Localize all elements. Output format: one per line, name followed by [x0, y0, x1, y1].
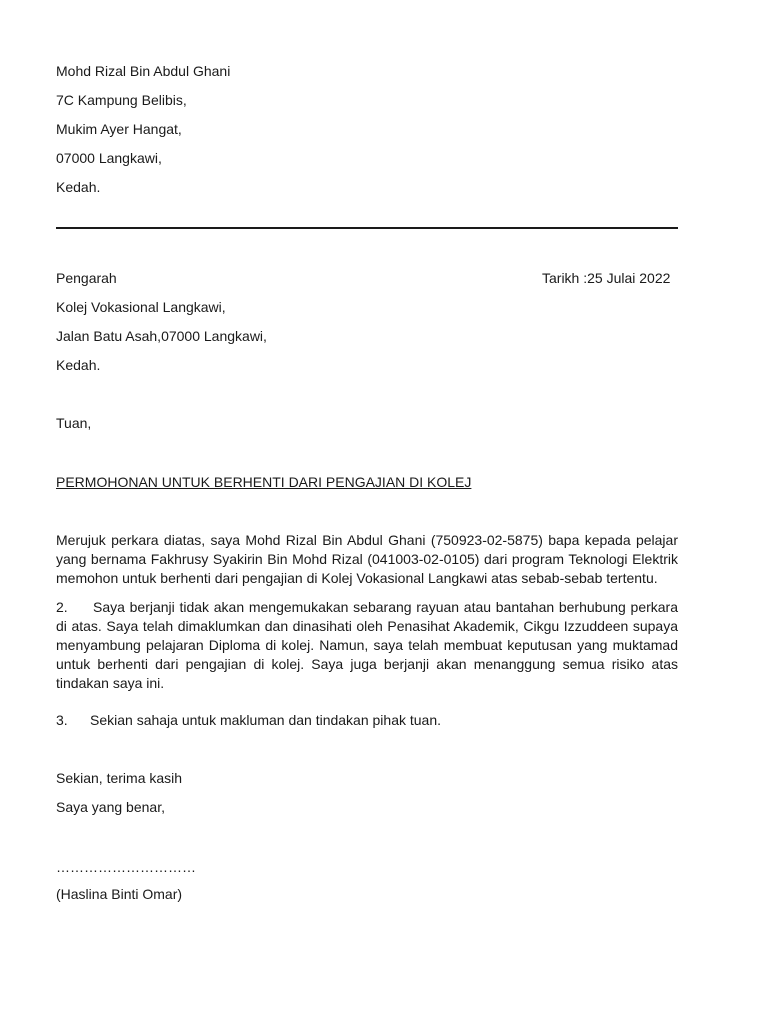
salutation: Tuan, [56, 415, 92, 431]
sender-address-line-4: Kedah. [56, 179, 101, 195]
paragraph-2-text: Saya berjanji tidak akan mengemukakan sebarang rayuan atau bantahan berhubung perkara di atas. Saya telah dimaklumkan dan dinasihati oleh Penasihat Akademik, Cikgu Izzuddeen supaya menyambung pelajaran Diploma di kolej. Namun, saya telah membuat keputusan yang muktamad untuk berhenti dari pengajian di kolej. Saya juga berjanji akan menanggung semua risiko atas tindakan saya ini. [56, 599, 678, 691]
paragraph-3-text: Sekian sahaja untuk makluman dan tindakan pihak tuan. [90, 712, 442, 728]
signature-line: ………………………… [56, 859, 196, 875]
paragraph-3 [56, 711, 678, 730]
paragraph-2-number: 2. [56, 599, 68, 615]
paragraph-3-number: 3. [56, 712, 68, 728]
letter-subject: PERMOHONAN UNTUK BERHENTI DARI PENGAJIAN DI KOLEJ [56, 474, 472, 490]
signer-name: (Haslina Binti Omar) [56, 886, 183, 902]
paragraph-1: Merujuk perkara diatas, saya Mohd Rizal Bin Abdul Ghani (750923-02-5875) bapa kepada pelajar yang bernama Fakhrusy Syakirin Bin Mohd Rizal (041003-02-0105) dari program Teknologi Elektrik memohon untuk berhenti dari pengajian di Kolej Vokasional Langkawi atas sebab-sebab tertentu. [56, 532, 678, 586]
sender-address-line-3: 07000 Langkawi, [56, 150, 162, 166]
recipient-address-line-3: Kedah. [56, 357, 101, 373]
sender-address-line-1: 7C Kampung Belibis, [56, 92, 187, 108]
header-divider [56, 227, 678, 229]
recipient-address-line-2: Jalan Batu Asah,07000 Langkawi, [56, 328, 267, 344]
sender-address-line-2: Mukim Ayer Hangat, [56, 121, 182, 137]
recipient-address-line-1: Kolej Vokasional Langkawi, [56, 299, 226, 315]
sender-name: Mohd Rizal Bin Abdul Ghani [56, 63, 231, 79]
letter-date: Tarikh :25 Julai 2022 [542, 270, 671, 286]
paragraph-2 [56, 598, 678, 693]
closing-sign-off: Saya yang benar, [56, 799, 165, 815]
closing-thanks: Sekian, terima kasih [56, 770, 183, 786]
recipient-title: Pengarah [56, 270, 117, 286]
